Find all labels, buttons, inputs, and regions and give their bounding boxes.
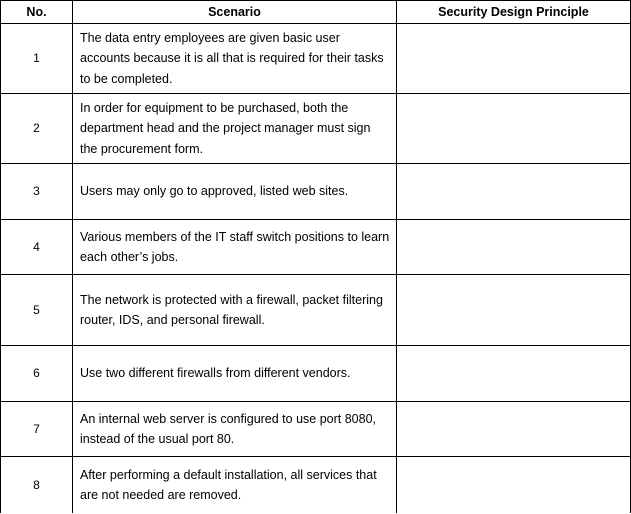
table-row [1,94,631,164]
row-principle-cell[interactable] [397,275,631,346]
header-principle: Security Design Principle [397,1,631,24]
row-number: 5 [1,275,73,346]
table-header-row [1,1,631,24]
table-row [1,402,631,457]
table-row [1,457,631,514]
row-number: 8 [1,457,73,514]
row-number: 1 [1,24,73,94]
header-scenario: Scenario [73,1,397,24]
row-number: 6 [1,346,73,402]
table-row [1,220,631,275]
row-number: 4 [1,220,73,275]
row-number: 7 [1,402,73,457]
row-scenario: In order for equipment to be purchased, both the department head and the project manager must sign the procurement form. [73,94,397,164]
row-scenario: The data entry employees are given basic user accounts because it is all that is required for their tasks to be completed. [73,24,397,94]
table-row [1,164,631,220]
table-row [1,24,631,94]
row-scenario: An internal web server is configured to use port 8080, instead of the usual port 80. [73,402,397,457]
row-principle-cell[interactable] [397,346,631,402]
row-scenario: Use two different firewalls from different vendors. [73,346,397,402]
row-principle-cell[interactable] [397,457,631,514]
row-scenario: Various members of the IT staff switch positions to learn each other’s jobs. [73,220,397,275]
row-principle-cell[interactable] [397,94,631,164]
row-principle-cell[interactable] [397,24,631,94]
row-principle-cell[interactable] [397,220,631,275]
row-number: 3 [1,164,73,220]
table-row [1,275,631,346]
row-scenario: Users may only go to approved, listed web sites. [73,164,397,220]
row-number: 2 [1,94,73,164]
table-row [1,346,631,402]
header-no: No. [1,1,73,24]
row-scenario: The network is protected with a firewall, packet filtering router, IDS, and personal firewall. [73,275,397,346]
row-principle-cell[interactable] [397,164,631,220]
row-scenario: After performing a default installation, all services that are not needed are removed. [73,457,397,514]
row-principle-cell[interactable] [397,402,631,457]
